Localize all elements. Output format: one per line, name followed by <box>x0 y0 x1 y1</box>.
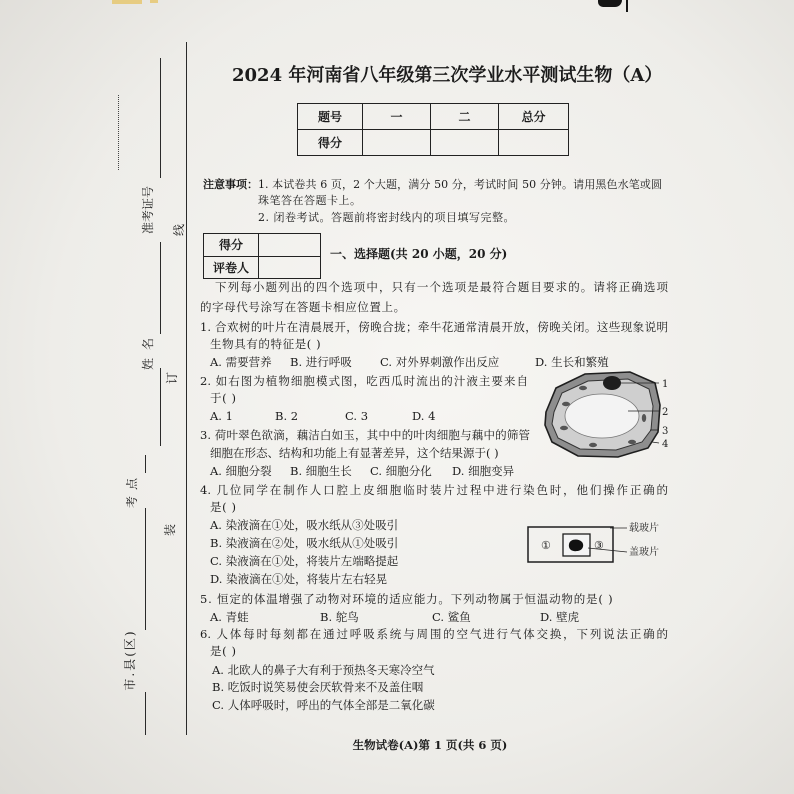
score-table-header: 题号 <box>298 104 363 130</box>
question-1-option-a: A. 需要营养 <box>210 355 272 369</box>
question-1-stem: 1. 合欢树的叶片在清晨展开，傍晚合拢；牵牛花通常清晨开放，傍晚关闭。这些现象说明 <box>200 320 668 334</box>
question-6-option-a: A. 北欧人的鼻子大有利于预热冬天寒冷空气 <box>212 663 435 677</box>
grader-table <box>203 233 321 279</box>
question-5-option-c: C. 鲨鱼 <box>432 610 471 624</box>
cell-label: 2 <box>662 407 669 418</box>
chloroplast <box>628 440 636 444</box>
question-4-option-b: B. 染液滴在②处，吸水纸从①处吸引 <box>210 536 399 550</box>
score-table-header: 一 <box>363 104 431 130</box>
scan-mark <box>150 0 158 3</box>
slide-marker: ① <box>541 539 551 552</box>
score-table <box>297 103 569 156</box>
cell-label: 4 <box>662 439 669 450</box>
specimen <box>569 540 583 552</box>
chloroplast <box>579 386 587 390</box>
page-title-suffix: （A） <box>612 65 663 86</box>
question-4-stem: 4. 几位同学在制作人口腔上皮细胞临时装片过程中进行染色时，他们操作正确的 <box>200 483 668 497</box>
binding-line <box>186 42 187 735</box>
scan-mark <box>598 0 622 7</box>
question-6-option-b: B. 吃饭时说笑易使会厌软骨来不及盖住咽 <box>212 680 424 694</box>
question-5-option-a: A. 青蛙 <box>210 610 249 624</box>
binding-field-label: 考点 <box>125 472 139 509</box>
question-2-option-b: B. 2 <box>275 409 299 423</box>
notice-line: 2. 闭卷考试。答题前将密封线内的项目填写完整。 <box>258 211 515 224</box>
question-1-option-b: B. 进行呼吸 <box>290 355 352 369</box>
section-intro-line: 的字母代号涂写在答题卡相应位置上。 <box>200 300 406 314</box>
slide-diagram <box>522 518 672 568</box>
question-5-option-b: B. 鸵鸟 <box>320 610 359 624</box>
question-4-option-c: C. 染液滴在①处，将装片左端略提起 <box>210 554 399 568</box>
score-table-header: 二 <box>431 104 499 130</box>
scan-mark <box>626 0 628 12</box>
question-2-option-d: D. 4 <box>412 409 436 423</box>
leader-line <box>652 442 659 443</box>
vacuole <box>565 394 639 438</box>
notice-line: 1. 本试卷共 6 页，2 个大题，满分 50 分，考试时间 50 分钟。请用黑色水笔或圆 <box>258 178 662 191</box>
question-3-option-b: B. 细胞生长 <box>290 464 352 478</box>
cell-label: 1 <box>662 379 669 390</box>
question-1-stem-continued: 生物具有的特征是( ) <box>210 337 322 351</box>
field-underline <box>160 242 161 334</box>
question-1-option-d: D. 生长和繁殖 <box>535 355 609 369</box>
binding-mark: 订 <box>165 372 179 385</box>
score-cell <box>431 130 499 156</box>
slide-label: 载玻片 <box>629 523 659 534</box>
binding-field-label: 市.县(区) <box>123 629 137 691</box>
question-2-stem-continued: 于( ) <box>210 391 237 405</box>
question-3-option-a: A. 细胞分裂 <box>210 464 272 478</box>
score-row-label: 得分 <box>298 130 363 156</box>
field-underline <box>145 455 146 473</box>
grader-row-label: 得分 <box>204 234 259 257</box>
page-title-text: 2024 年河南省八年级第三次学业水平测试生物 <box>232 65 613 86</box>
question-4-option-a: A. 染液滴在①处，吸水纸从③处吸引 <box>210 518 399 532</box>
chloroplast <box>562 402 570 406</box>
page-title <box>232 64 662 88</box>
nucleus <box>603 376 621 390</box>
field-underline <box>145 508 146 630</box>
grader-row-label: 评卷人 <box>204 256 259 279</box>
question-1-option-c: C. 对外界刺激作出反应 <box>380 355 500 369</box>
question-4-stem-continued: 是( ) <box>210 500 237 514</box>
footer-page-label: 生物试卷(A)第 1 页(共 6 页) <box>352 738 508 752</box>
question-6-option-c: C. 人体呼吸时，呼出的气体全部是二氧化碳 <box>212 698 435 712</box>
chloroplast <box>589 443 597 447</box>
question-6-stem-continued: 是( ) <box>210 644 237 658</box>
binding-field-label: 准考证号 <box>141 186 155 235</box>
question-3-option-d: D. 细胞变异 <box>452 464 515 478</box>
field-underline <box>160 58 161 178</box>
cell-label: 3 <box>662 426 669 437</box>
field-underline <box>145 692 146 735</box>
question-3-stem: 3. 荷叶翠色欲滴，藕洁白如玉，其中中的叶肉细胞与藕中的筛管 <box>200 428 530 442</box>
question-6-stem: 6. 人体每时每刻都在通过呼吸系统与周围的空气进行气体交换，下列说法正确的 <box>200 627 668 641</box>
field-underline <box>160 368 161 446</box>
score-cell <box>363 130 431 156</box>
score-cell <box>499 130 569 156</box>
chloroplast <box>642 414 646 422</box>
section-heading: 一、选择题(共 20 小题，20 分) <box>330 247 508 261</box>
question-4-option-d: D. 染液滴在①处，将装片左右轻晃 <box>210 572 388 586</box>
scan-mark <box>112 0 142 4</box>
question-3-option-c: C. 细胞分化 <box>370 464 432 478</box>
binding-field-label: 姓名 <box>141 330 155 371</box>
question-3-stem-continued: 细胞在形态、结构和功能上有显著差异，这个结果源于( ) <box>210 446 499 460</box>
notice-label: 注意事项： <box>203 178 258 191</box>
slide-label: 盖玻片 <box>629 547 659 558</box>
notice-line: 珠笔答在答题卡上。 <box>258 194 362 207</box>
question-2-option-a: A. 1 <box>210 409 233 423</box>
question-5-option-d: D. 壁虎 <box>540 610 580 624</box>
binding-mark: 线 <box>172 224 186 237</box>
question-2-option-c: C. 3 <box>345 409 369 423</box>
slide-marker: ③ <box>594 539 604 552</box>
binding-mark: 装 <box>163 524 177 537</box>
binding-dotted-line <box>118 95 119 170</box>
chloroplast <box>560 426 568 430</box>
cell-diagram <box>538 362 673 462</box>
score-table-header: 总分 <box>499 104 569 130</box>
section-intro-line: 下列每小题列出的四个选项中，只有一个选项是最符合题目要求的。请将正确选项 <box>215 280 668 294</box>
grader-cell <box>259 234 321 257</box>
grader-cell <box>259 256 321 279</box>
question-2-stem: 2. 如右图为植物细胞模式图，吃西瓜时流出的汁液主要来自 <box>200 374 528 388</box>
question-5-stem: 5. 恒定的体温增强了动物对环境的适应能力。下列动物属于恒温动物的是( ) <box>200 592 614 606</box>
